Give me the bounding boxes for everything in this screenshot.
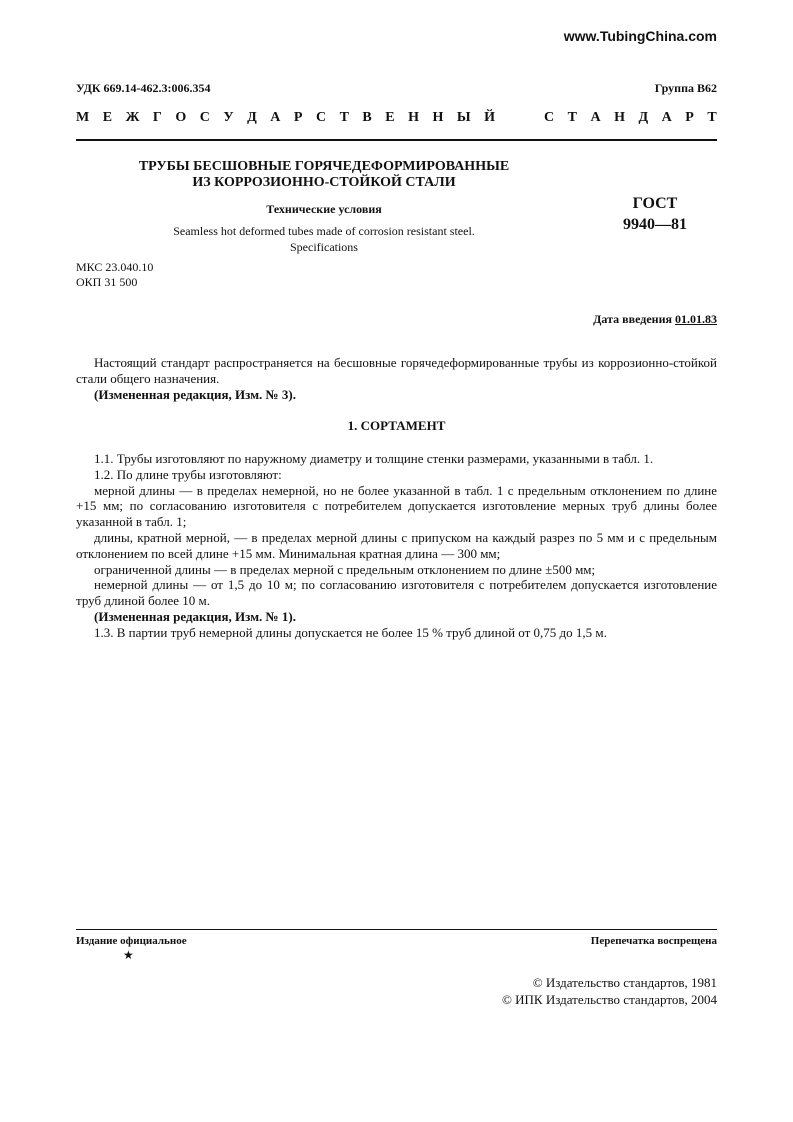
banner-letter: М bbox=[76, 110, 90, 125]
group-code: Группа В62 bbox=[654, 81, 717, 95]
paragraph: мерной длины — в пределах немерной, но не более указанной в табл. 1 с предельным отклонением по длине +15 мм; по согласованию изготовителя с потребителем допускается изготовление мерных труб длины более указанной в табл. 1; bbox=[76, 482, 717, 530]
banner-letter: С bbox=[199, 110, 210, 125]
date-value: 01.01.83 bbox=[675, 312, 717, 326]
paragraph: 1.1. Трубы изготовляют по наружному диаметру и толщине стенки размерами, указанными в табл. 1. bbox=[94, 451, 654, 466]
standard-banner bbox=[76, 108, 717, 128]
section-body bbox=[76, 451, 717, 641]
gost-number: 9940—81 bbox=[623, 216, 687, 233]
udk-code: УДК 669.14-462.3:006.354 bbox=[76, 81, 211, 95]
banner-letter: С bbox=[544, 110, 555, 125]
english-title-line: Seamless hot deformed tubes made of corrosion resistant steel. bbox=[173, 224, 475, 238]
banner-letter: Й bbox=[484, 110, 496, 125]
banner-letter: Н bbox=[614, 110, 626, 125]
gost-label: ГОСТ bbox=[632, 195, 678, 212]
document-title bbox=[110, 159, 538, 191]
mks-code: МКС 23.040.10 bbox=[76, 260, 154, 274]
banner-letter: Д bbox=[247, 110, 257, 125]
classification-codes bbox=[76, 260, 153, 290]
banner-letter: Т bbox=[339, 110, 349, 125]
paragraph: немерной длины — от 1,5 до 10 м; по согласованию изготовителя с потребителем допускается изготовление труб длиной более 10 м. bbox=[76, 577, 717, 609]
banner-letter: Т bbox=[707, 110, 717, 125]
intro-paragraph: Настоящий стандарт распространяется на бесшовные горячедеформированные трубы из коррозионно-стойкой стали общего назначения. bbox=[76, 355, 717, 386]
banner-letter: О bbox=[175, 110, 187, 125]
banner-letter: А bbox=[661, 110, 672, 125]
okp-code: ОКП 31 500 bbox=[76, 275, 138, 289]
reprint-prohibited: Перепечатка воспрещена bbox=[590, 935, 717, 947]
paragraph: ограниченной длины — в пределах мерной с предельным отклонением по длине ±500 мм; bbox=[94, 561, 596, 577]
english-title bbox=[110, 223, 538, 255]
banner-letter: Д bbox=[638, 110, 649, 125]
banner-letter: Ы bbox=[456, 110, 471, 125]
title-line: ТРУБЫ БЕСШОВНЫЕ ГОРЯЧЕДЕФОРМИРОВАННЫЕ bbox=[138, 159, 510, 174]
intro-block bbox=[76, 355, 717, 402]
title-line: ИЗ КОРРОЗИОННО-СТОЙКОЙ СТАЛИ bbox=[192, 175, 456, 190]
banner-letter: Г bbox=[152, 110, 162, 125]
banner-letter: Е bbox=[385, 110, 395, 125]
official-edition: Издание официальное bbox=[76, 935, 187, 947]
star-icon: ★ bbox=[123, 948, 134, 962]
banner-letter: У bbox=[223, 110, 234, 125]
banner-letter: Е bbox=[102, 110, 113, 125]
banner-letter: В bbox=[362, 110, 372, 125]
banner-letter: Н bbox=[408, 110, 419, 125]
banner-letter: Р bbox=[685, 110, 694, 125]
gost-designation bbox=[590, 193, 720, 235]
amendment-note: (Измененная редакция, Изм. № 3). bbox=[94, 386, 296, 402]
paragraph: длины, кратной мерной, — в пределах мерной длины с припуском на каждый разрез по 5 мм и с предельным отклонением по всей длине +15 мм. Минимальная кратная длина — 300 мм; bbox=[76, 529, 717, 561]
banner-letter: Ж bbox=[125, 110, 140, 125]
copyright-block bbox=[300, 974, 717, 1008]
date-label: Дата введения bbox=[593, 312, 672, 326]
copyright-line: © ИПК Издательство стандартов, 2004 bbox=[502, 992, 717, 1007]
section-heading: 1. СОРТАМЕНТ bbox=[347, 418, 446, 433]
amendment-note: (Измененная редакция, Изм. № 1). bbox=[94, 608, 296, 624]
banner-letter: А bbox=[270, 110, 281, 125]
english-title-line: Specifications bbox=[290, 240, 358, 254]
banner-letter: Н bbox=[432, 110, 444, 125]
banner-letter: А bbox=[590, 110, 601, 125]
banner-letter: Т bbox=[567, 110, 577, 125]
footer-rule bbox=[76, 929, 717, 930]
introduction-date bbox=[400, 312, 717, 327]
header-rule bbox=[76, 139, 717, 141]
document-subtitle: Технические условия bbox=[266, 202, 382, 216]
banner-letter: Р bbox=[293, 110, 303, 125]
copyright-line: © Издательство стандартов, 1981 bbox=[532, 975, 717, 990]
paragraph: 1.2. По длине трубы изготовляют: bbox=[94, 466, 282, 482]
banner-letter: С bbox=[315, 110, 327, 125]
paragraph: 1.3. В партии труб немерной длины допускается не более 15 % труб длиной от 0,75 до 1,5 м. bbox=[94, 624, 607, 640]
website-url: www.TubingChina.com bbox=[563, 28, 717, 44]
